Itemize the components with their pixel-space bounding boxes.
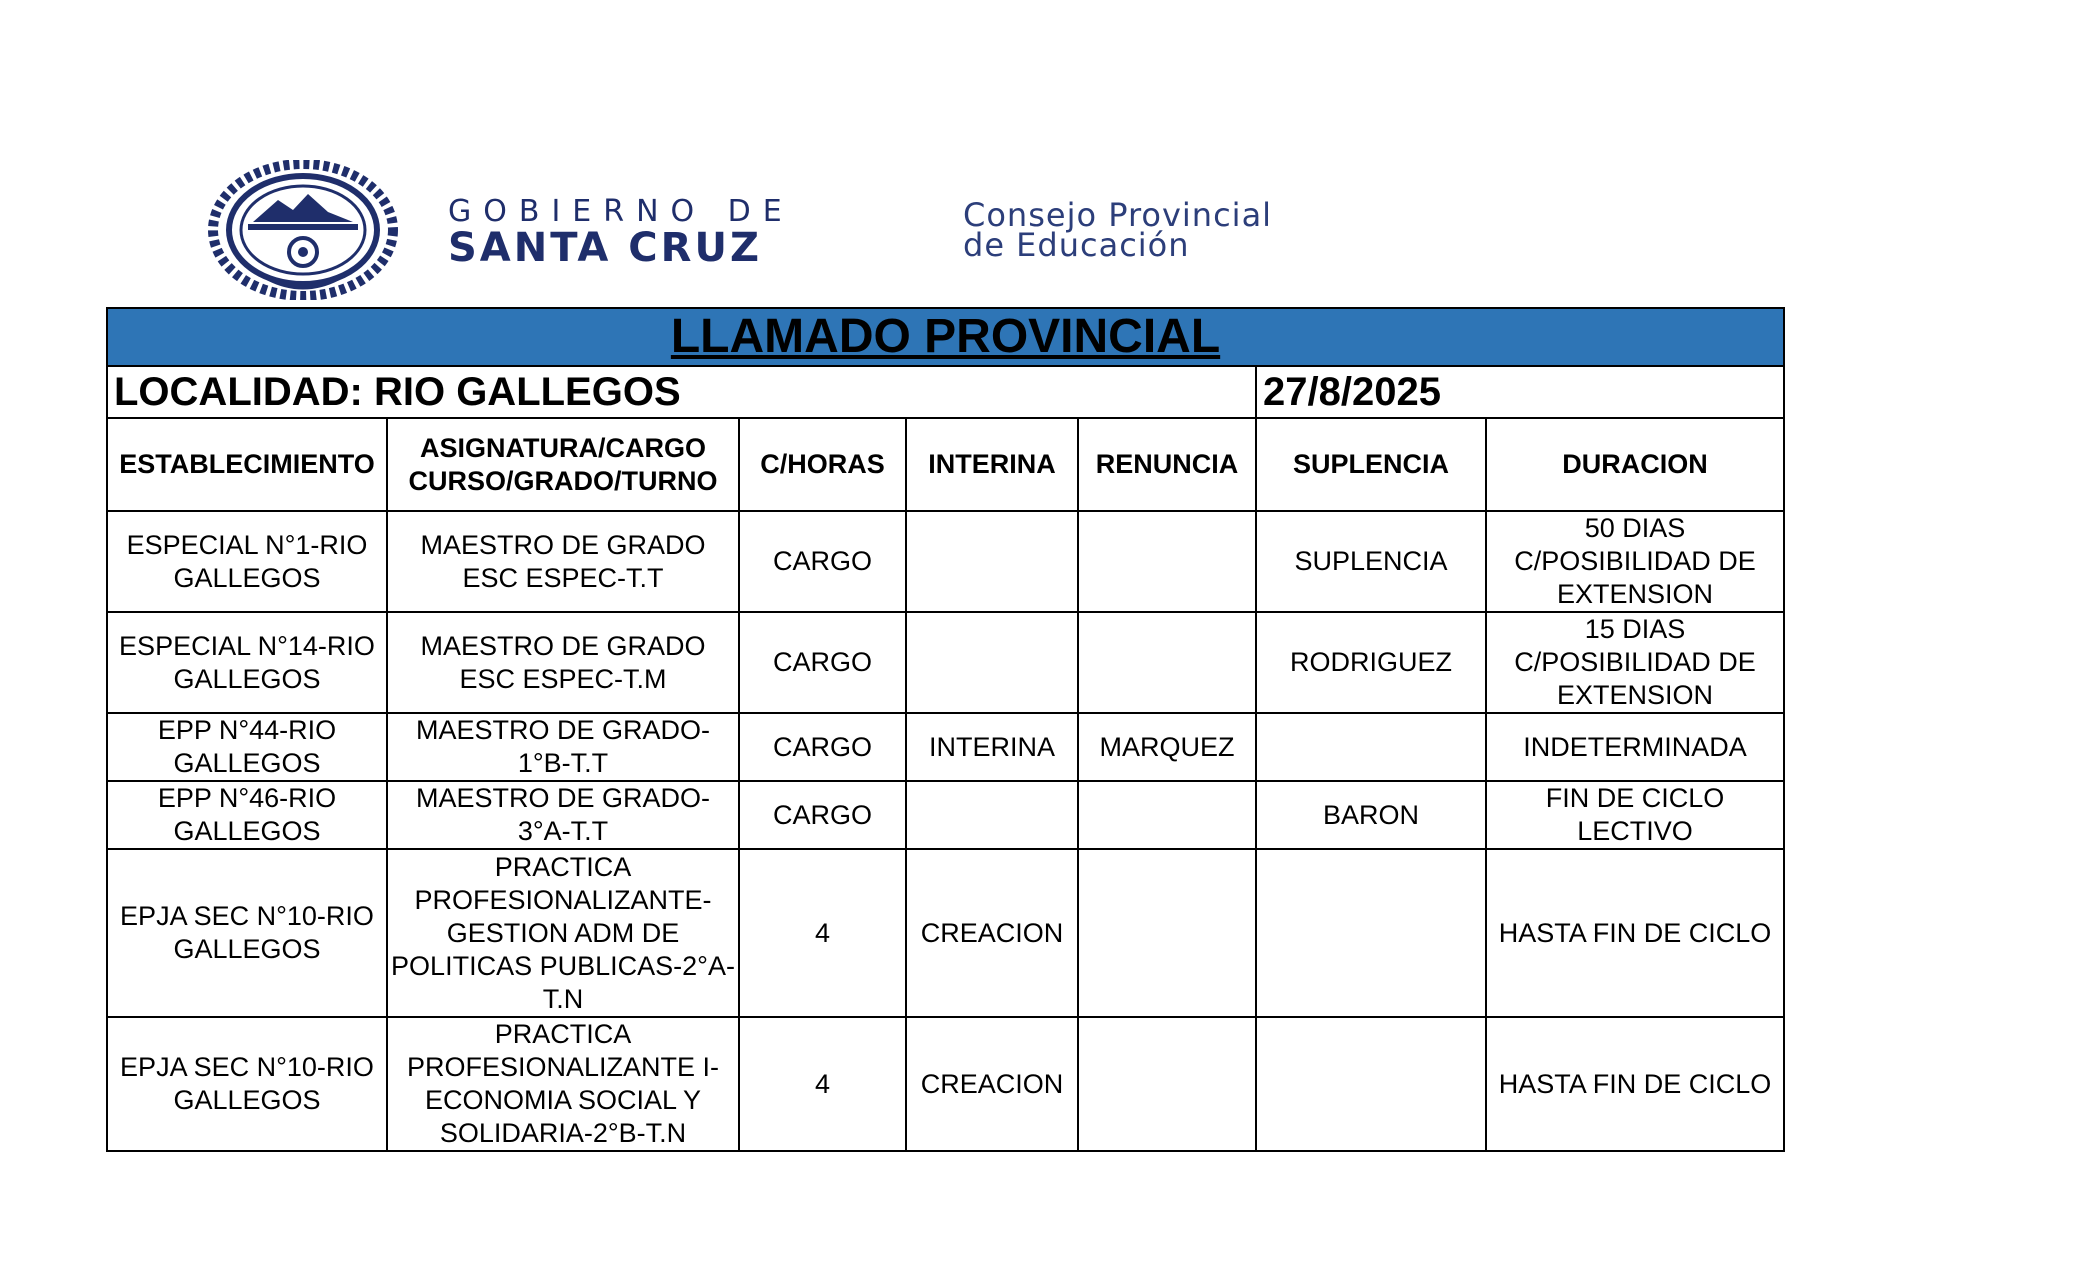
table-cell: HASTA FIN DE CICLO [1486,849,1784,1017]
table-cell [1078,781,1256,849]
column-header-row [107,418,1784,511]
table-row [107,612,1784,713]
column-header: SUPLENCIA [1256,418,1486,511]
table-cell [1078,849,1256,1017]
column-header: ASIGNATURA/CARGO CURSO/GRADO/TURNO [387,418,739,511]
table-cell: CREACION [906,849,1078,1017]
table-cell: CARGO [739,612,906,713]
table-row [107,511,1784,612]
table-cell: FIN DE CICLO LECTIVO [1486,781,1784,849]
table-cell: CARGO [739,781,906,849]
table-cell: 15 DIAS C/POSIBILIDAD DE EXTENSION [1486,612,1784,713]
table-cell [1078,1017,1256,1151]
table-cell: INTERINA [906,713,1078,781]
table-cell: MARQUEZ [1078,713,1256,781]
table-cell: MAESTRO DE GRADO-3°A-T.T [387,781,739,849]
table-cell [1078,511,1256,612]
column-header: C/HORAS [739,418,906,511]
table-cell [1078,612,1256,713]
table-row [107,713,1784,781]
table-row [107,849,1784,1017]
gov-logo-line2: SANTA CRUZ [448,225,762,271]
table-cell: MAESTRO DE GRADO-1°B-T.T [387,713,739,781]
table-cell [1256,1017,1486,1151]
table-cell: RODRIGUEZ [1256,612,1486,713]
table-cell [1256,713,1486,781]
localidad-label: LOCALIDAD: RIO GALLEGOS [107,366,1256,418]
table-cell: EPP N°44-RIO GALLEGOS [107,713,387,781]
table-cell: 50 DIAS C/POSIBILIDAD DE EXTENSION [1486,511,1784,612]
table-cell: CARGO [739,511,906,612]
table-cell: EPJA SEC N°10-RIO GALLEGOS [107,849,387,1017]
table-cell: ESPECIAL N°1-RIO GALLEGOS [107,511,387,612]
table-row [107,1017,1784,1151]
consejo-provincial-logo [963,196,1403,264]
llamado-table [106,307,1785,1152]
table-cell: EPP N°46-RIO GALLEGOS [107,781,387,849]
gobierno-santa-cruz-logo [448,194,868,271]
table-cell: ESPECIAL N°14-RIO GALLEGOS [107,612,387,713]
table-cell: BARON [1256,781,1486,849]
table-cell: CREACION [906,1017,1078,1151]
column-header: INTERINA [906,418,1078,511]
table-cell: CARGO [739,713,906,781]
provincial-seal-logo [208,160,398,300]
gov-logo-line1: GOBIERNO DE [448,194,794,229]
table-cell: 4 [739,1017,906,1151]
table-cell: MAESTRO DE GRADO ESC ESPEC-T.M [387,612,739,713]
fecha-label: 27/8/2025 [1256,366,1784,418]
table-cell: PRACTICA PROFESIONALIZANTE I-ECONOMIA SOCIAL Y SOLIDARIA-2°B-T.N [387,1017,739,1151]
table-cell [1256,849,1486,1017]
table-cell [906,511,1078,612]
table-cell: PRACTICA PROFESIONALIZANTE-GESTION ADM DE POLITICAS PUBLICAS-2°A-T.N [387,849,739,1017]
table-title: LLAMADO PROVINCIAL [107,308,1784,366]
table-cell: HASTA FIN DE CICLO [1486,1017,1784,1151]
table-cell [906,781,1078,849]
table-cell [906,612,1078,713]
table-row [107,781,1784,849]
table-cell: SUPLENCIA [1256,511,1486,612]
column-header: RENUNCIA [1078,418,1256,511]
table-cell: 4 [739,849,906,1017]
table-cell: INDETERMINADA [1486,713,1784,781]
column-header: ESTABLECIMIENTO [107,418,387,511]
table-cell: MAESTRO DE GRADO ESC ESPEC-T.T [387,511,739,612]
column-header: DURACION [1486,418,1784,511]
table-cell: EPJA SEC N°10-RIO GALLEGOS [107,1017,387,1151]
cpe-logo-line1: Consejo Provincial [963,196,1273,234]
cpe-logo-line2: de Educación [963,226,1190,264]
